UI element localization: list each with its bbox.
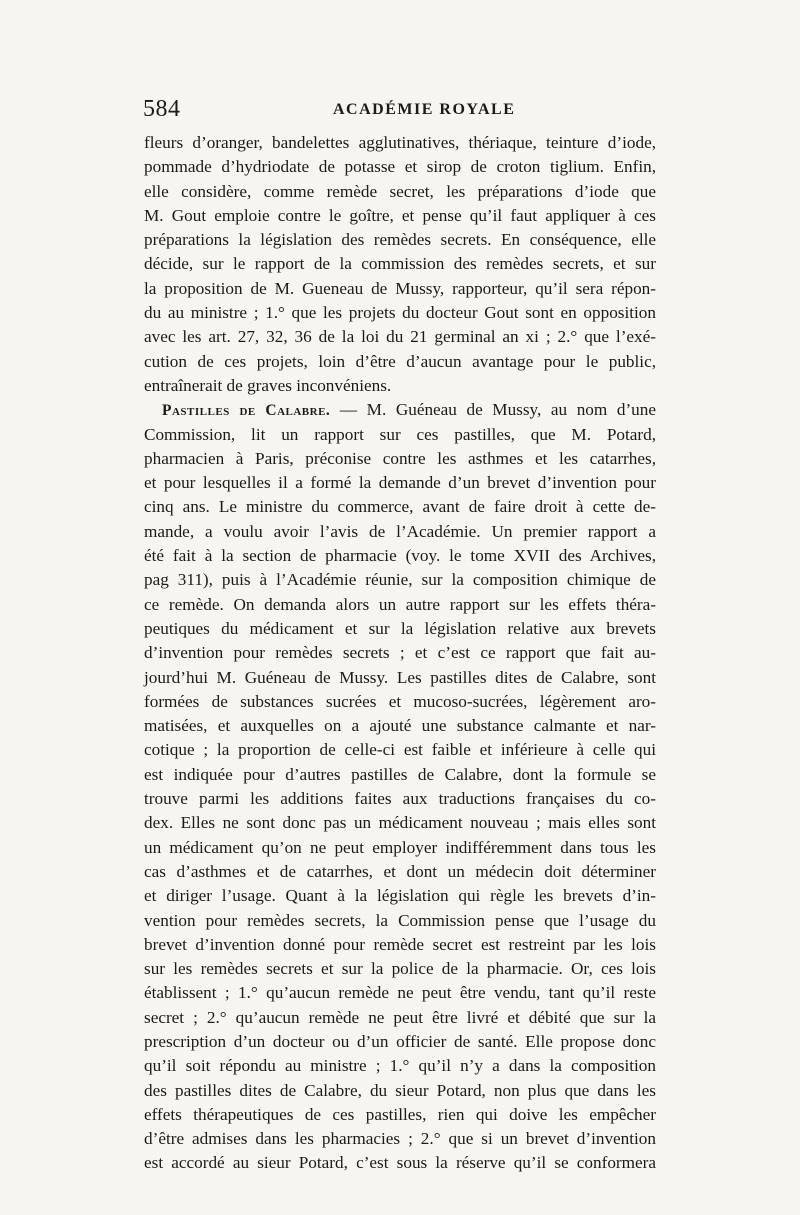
text-line: d’être admises dans les pharmacies ; 2.° que si un brevet d’invention xyxy=(144,1129,656,1149)
text-line: vention pour remèdes secrets, la Commission pense que l’usage du xyxy=(144,910,656,930)
text-line: préparations la législation des remèdes secrets. En conséquence, elle xyxy=(144,230,656,250)
text-line: M. Gout emploie contre le goître, et pense qu’il faut appliquer à ces xyxy=(144,205,656,225)
text-line: pharmacien à Paris, préconise contre les asthmes et les catarrhes, xyxy=(144,448,656,468)
text-line: matisées, et auxquelles on a ajouté une substance calmante et nar- xyxy=(144,716,656,736)
text-line: trouve parmi les additions faites aux traductions françaises du co- xyxy=(144,789,656,809)
text-line: peutiques du médicament et sur la législation relative aux brevets xyxy=(144,618,656,638)
text-line: cas d’asthmes et de catarrhes, et dont un médecin doit déterminer xyxy=(144,861,656,881)
text-line: et pour lesquelles il a formé la demande d’un brevet d’invention pour xyxy=(144,473,656,493)
text-line: avec les art. 27, 32, 36 de la loi du 21 germinal an xi ; 2.° que l’exé- xyxy=(144,327,656,347)
text-line: la proposition de M. Gueneau de Mussy, rapporteur, qu’il sera répon- xyxy=(144,278,656,298)
text-line: est accordé au sieur Potard, c’est sous la réserve qu’il se conformera xyxy=(144,1153,656,1173)
text-line: cution de ces projets, loin d’être d’aucun avantage pour le public, xyxy=(144,351,656,371)
section-first-line xyxy=(144,398,656,422)
text-line: mande, a voulu avoir l’avis de l’Académie. Un premier rapport a xyxy=(144,521,656,541)
section-heading: Pastilles de Calabre. xyxy=(162,402,331,420)
text-line: Commission, lit un rapport sur ces pastilles, que M. Potard, xyxy=(144,424,656,444)
text-line: jourd’hui M. Guéneau de Mussy. Les pastilles dites de Calabre, sont xyxy=(144,667,656,687)
text-line: prescription d’un docteur ou d’un officier de santé. Elle propose donc xyxy=(144,1031,656,1051)
text-line: pommade d’hydriodate de potasse et sirop de croton tiglium. Enfin, xyxy=(144,157,656,177)
text-line: elle considère, comme remède secret, les préparations d’iode que xyxy=(144,181,656,201)
section-first-line-text: — M. Guéneau de Mussy, au nom d’une xyxy=(330,400,656,420)
text-line: dex. Elles ne sont donc pas un médicament nouveau ; mais elles sont xyxy=(144,813,656,833)
text-line: d’invention pour remèdes secrets ; et c’est ce rapport que fait au- xyxy=(144,643,656,663)
text-line: secret ; 2.° qu’aucun remède ne peut être livré et débité que sur la xyxy=(144,1007,656,1027)
text-line: pag 311), puis à l’Académie réunie, sur la composition chimique de xyxy=(144,570,656,590)
text-line: des pastilles dites de Calabre, du sieur Potard, non plus que dans les xyxy=(144,1080,656,1100)
text-line: entraînerait de graves inconvéniens. xyxy=(144,375,392,395)
text-line: et diriger l’usage. Quant à la législation qui règle les brevets d’in- xyxy=(144,886,656,906)
text-line: effets thérapeutiques de ces pastilles, rien qui doive les empêcher xyxy=(144,1104,656,1124)
text-line: brevet d’invention donné pour remède secret est restreint par les lois xyxy=(144,934,656,954)
text-line: un médicament qu’on ne peut employer indifféremment dans tous les xyxy=(144,837,656,857)
text-line: décide, sur le rapport de la commission des remèdes secrets, et sur xyxy=(144,254,656,274)
text-line: été fait à la section de pharmacie (voy. le tome XVII des Archives, xyxy=(144,546,656,566)
text-line: cotique ; la proportion de celle-ci est faible et inférieure à celle qui xyxy=(144,740,656,760)
text-line: établissent ; 1.° qu’aucun remède ne peut être vendu, tant qu’il reste xyxy=(144,983,656,1003)
text-line: qu’il soit répondu au ministre ; 1.° qu’il n’y a dans la composition xyxy=(144,1056,656,1076)
text-line: est indiquée pour d’autres pastilles de Calabre, dont la formule se xyxy=(144,764,656,784)
text-line: sur les remèdes secrets et sur la police de la pharmacie. Or, ces lois xyxy=(144,959,656,979)
running-head: ACADÉMIE ROYALE xyxy=(333,101,516,118)
text-line: ce remède. On demanda alors un autre rapport sur les effets théra- xyxy=(144,594,656,614)
text-line: cinq ans. Le ministre du commerce, avant de faire droit à cette de- xyxy=(144,497,656,517)
text-line: du au ministre ; 1.° que les projets du docteur Gout sont en opposition xyxy=(144,303,656,323)
page-number: 584 xyxy=(143,96,181,122)
text-line: fleurs d’oranger, bandelettes agglutinatives, thériaque, teinture d’iode, xyxy=(144,133,656,152)
text-line: formées de substances sucrées et mucoso-sucrées, légèrement aro- xyxy=(144,691,656,711)
page-header xyxy=(143,96,655,126)
body-text xyxy=(144,131,656,1176)
